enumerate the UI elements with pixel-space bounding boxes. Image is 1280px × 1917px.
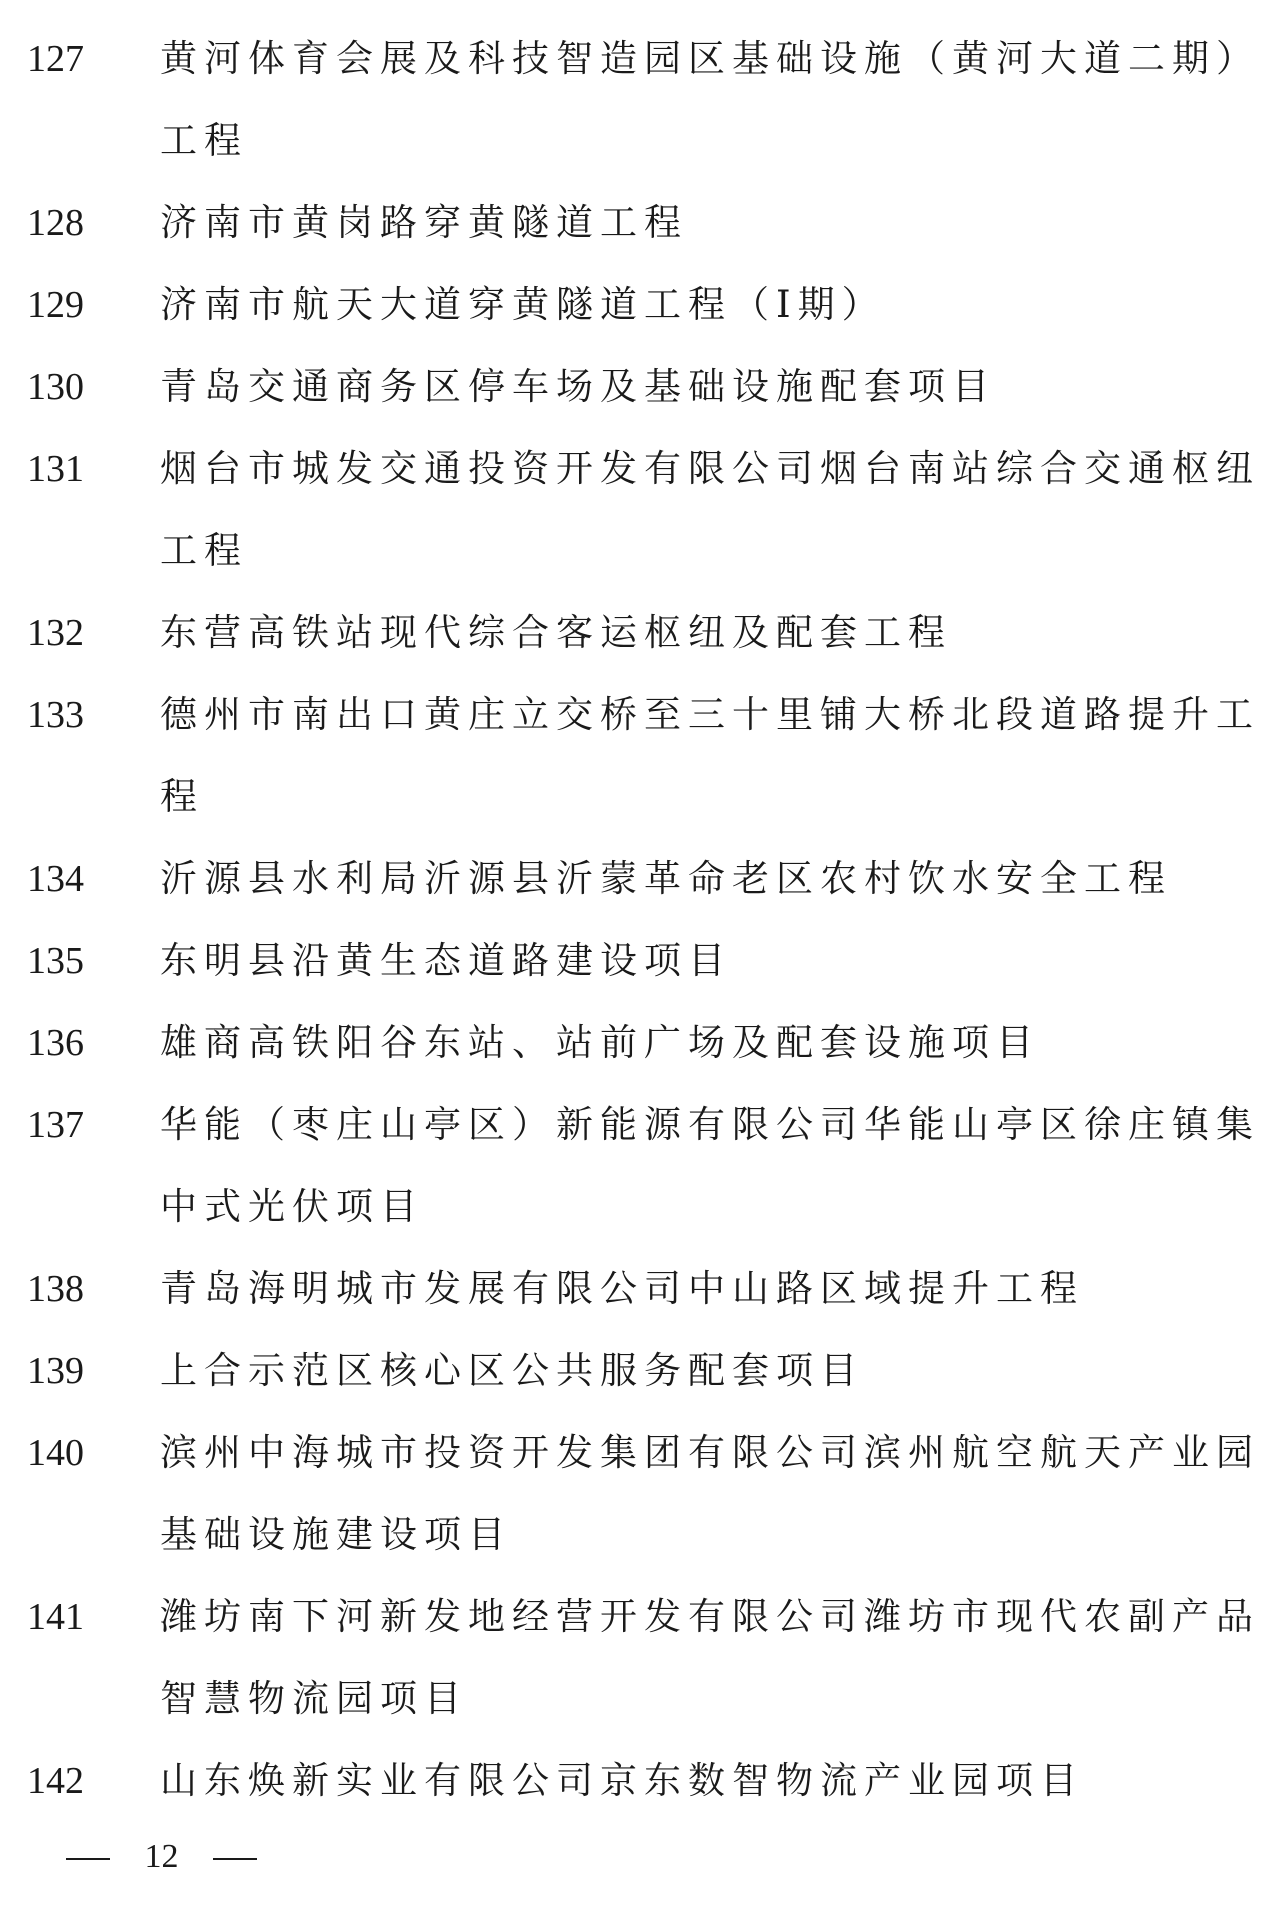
list-item [0, 1412, 1280, 1576]
list-item [0, 592, 1280, 674]
item-number: 131 [27, 448, 84, 490]
item-number: 137 [27, 1104, 84, 1146]
item-number: 135 [27, 940, 84, 982]
footer-dash-left [66, 1858, 110, 1860]
item-number: 133 [27, 694, 84, 736]
list-item [0, 674, 1280, 838]
item-text: 山东焕新实业有限公司京东数智物流产业园项目 [160, 1759, 1084, 1802]
list-item [0, 1084, 1280, 1248]
item-number: 128 [27, 202, 84, 244]
item-text: 青岛交通商务区停车场及基础设施配套项目 [160, 365, 996, 408]
page-footer [66, 1832, 257, 1882]
item-text: 东营高铁站现代综合客运枢纽及配套工程 [160, 611, 952, 654]
item-number: 130 [27, 366, 84, 408]
list-item [0, 18, 1280, 182]
list-item [0, 1330, 1280, 1412]
item-number: 129 [27, 284, 84, 326]
item-text: 潍坊南下河新发地经营开发有限公司潍坊市现代农副产品智慧物流园项目 [160, 1595, 1260, 1720]
item-number: 138 [27, 1268, 84, 1310]
item-text: 华能（枣庄山亭区）新能源有限公司华能山亭区徐庄镇集中式光伏项目 [160, 1103, 1260, 1228]
list-item [0, 1248, 1280, 1330]
item-number: 136 [27, 1022, 84, 1064]
item-number: 127 [27, 38, 84, 80]
item-number: 141 [27, 1596, 84, 1638]
item-text: 济南市黄岗路穿黄隧道工程 [160, 201, 688, 244]
item-text: 济南市航天大道穿黄隧道工程（I期） [160, 283, 886, 326]
item-text: 东明县沿黄生态道路建设项目 [160, 939, 732, 982]
item-number: 140 [27, 1432, 84, 1474]
item-text: 滨州中海城市投资开发集团有限公司滨州航空航天产业园基础设施建设项目 [160, 1431, 1260, 1556]
footer-dash-right [213, 1858, 257, 1860]
list-item [0, 428, 1280, 592]
list-item [0, 838, 1280, 920]
list-item [0, 1002, 1280, 1084]
item-number: 139 [27, 1350, 84, 1392]
item-text: 沂源县水利局沂源县沂蒙革命老区农村饮水安全工程 [160, 857, 1172, 900]
list-item [0, 346, 1280, 428]
item-text: 上合示范区核心区公共服务配套项目 [160, 1349, 864, 1392]
list-item [0, 1740, 1280, 1822]
item-text: 黄河体育会展及科技智造园区基础设施（黄河大道二期）工程 [160, 37, 1260, 162]
item-number: 142 [27, 1760, 84, 1802]
item-number: 132 [27, 612, 84, 654]
item-number: 134 [27, 858, 84, 900]
page-number: 12 [144, 1838, 179, 1875]
project-list [0, 18, 1280, 1822]
item-text: 烟台市城发交通投资开发有限公司烟台南站综合交通枢纽工程 [160, 447, 1260, 572]
item-text: 青岛海明城市发展有限公司中山路区域提升工程 [160, 1267, 1084, 1310]
list-item [0, 264, 1280, 346]
list-item [0, 182, 1280, 264]
list-item [0, 1576, 1280, 1740]
list-item [0, 920, 1280, 1002]
item-text: 雄商高铁阳谷东站、站前广场及配套设施项目 [160, 1021, 1040, 1064]
item-text: 德州市南出口黄庄立交桥至三十里铺大桥北段道路提升工程 [160, 693, 1260, 818]
